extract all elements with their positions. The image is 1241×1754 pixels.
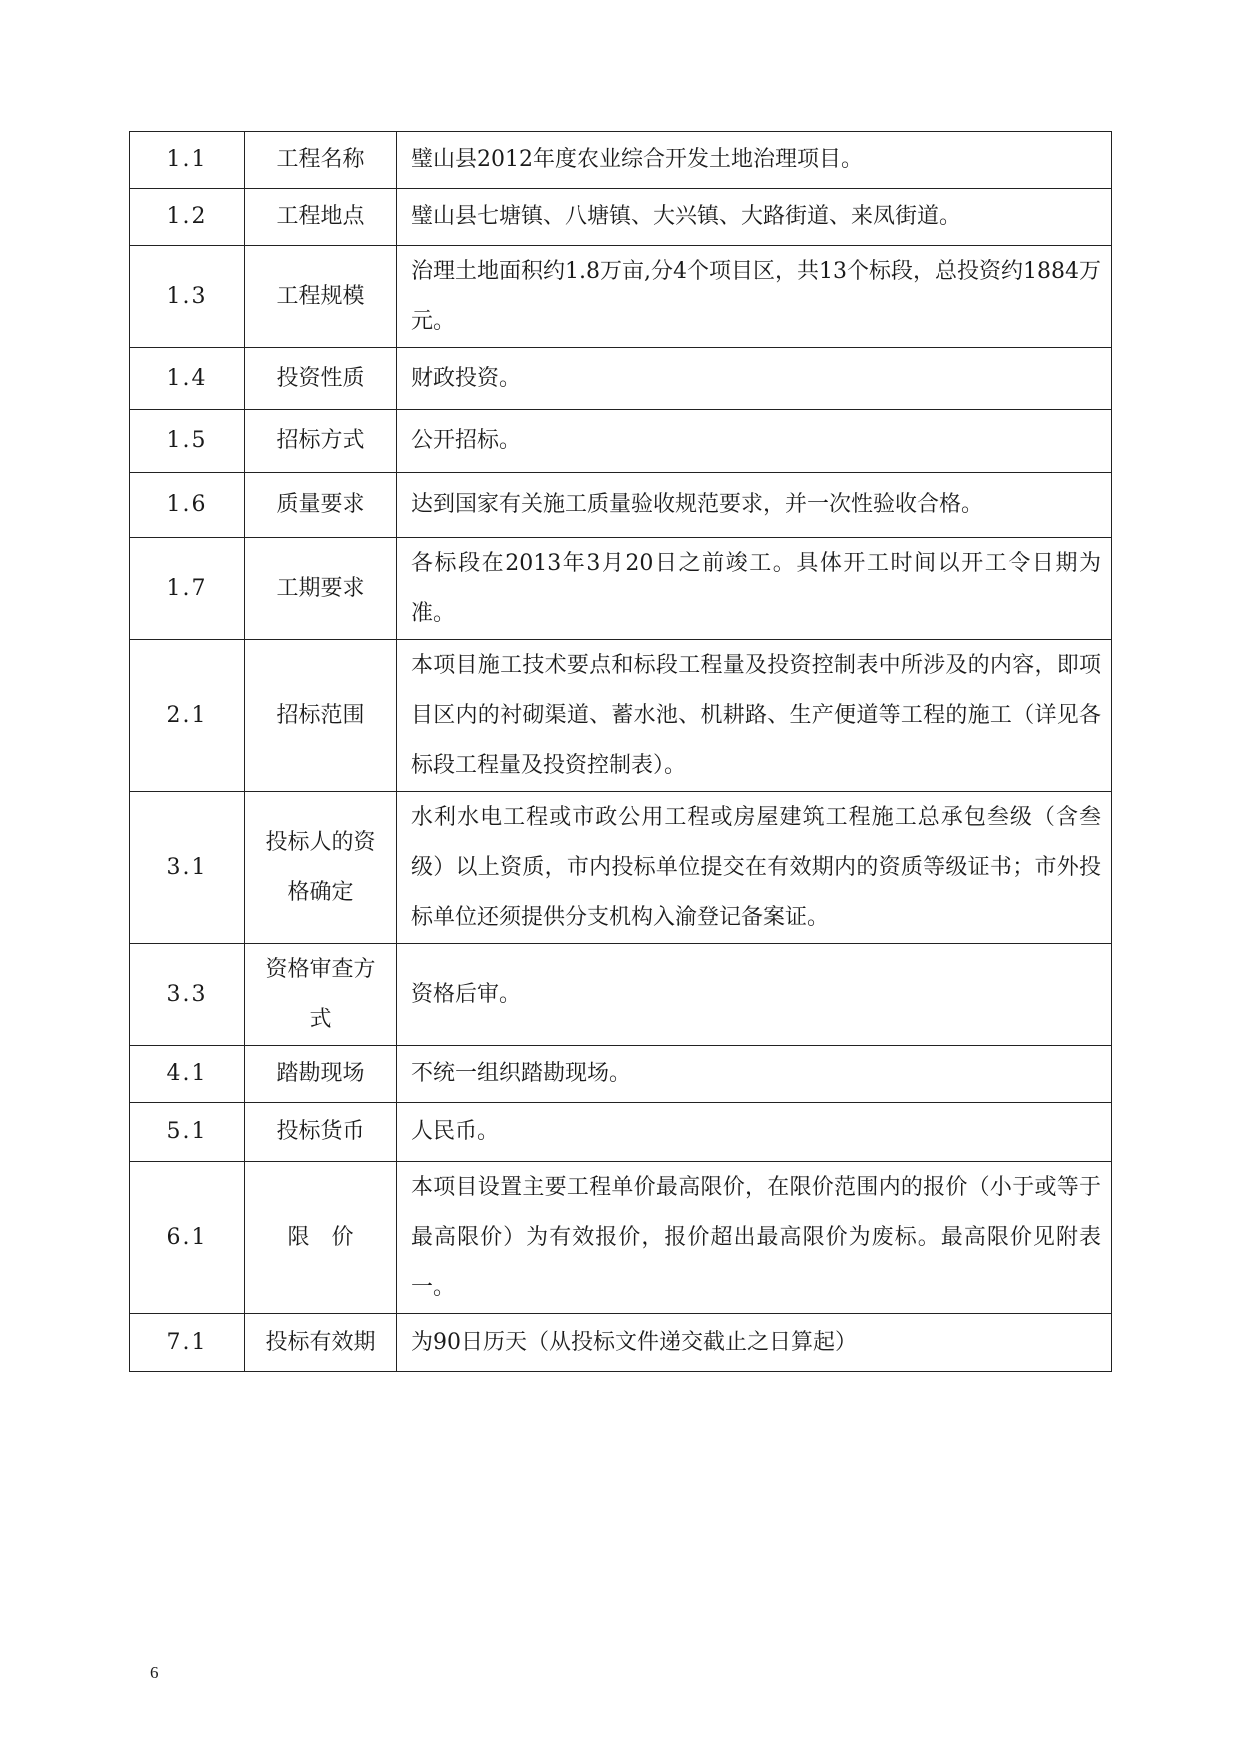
row-content: 本项目施工技术要点和标段工程量及投资控制表中所涉及的内容，即项目区内的衬砌渠道、蓄水池、机耕路、生产便道等工程的施工（详见各标段工程量及投资控制表）。 [397,640,1112,792]
table-row [130,246,1112,348]
row-label-text: 投标货币 [276,1119,365,1144]
row-label-text: 招标方式 [276,428,365,453]
row-content: 本项目设置主要工程单价最高限价，在限价范围内的报价（小于或等于最高限价）为有效报价，报价超出最高限价为废标。最高限价见附表一。 [397,1162,1112,1314]
row-label [245,246,397,348]
row-content: 财政投资。 [397,348,1112,410]
row-label [245,538,397,640]
table-row [130,1162,1112,1314]
page-number: 6 [150,1663,159,1682]
row-number: 1.3 [130,246,245,348]
row-label [245,189,397,246]
table-row [130,189,1112,246]
row-content: 公开招标。 [397,410,1112,473]
row-number: 6.1 [130,1162,245,1314]
row-label [245,640,397,792]
row-label-text: 投标有效期 [265,1329,376,1355]
table-row [130,1046,1112,1103]
row-number: 1.5 [130,410,245,473]
row-content: 各标段在2013年3月20日之前竣工。具体开工时间以开工令日期为准。 [397,538,1112,640]
row-label [245,1103,397,1162]
row-label-text: 投标人的资格确定 [265,829,376,905]
table-row [130,792,1112,944]
row-label-text: 工程名称 [276,147,365,172]
table-row [130,473,1112,538]
row-label [245,944,397,1046]
row-number: 2.1 [130,640,245,792]
row-number: 1.7 [130,538,245,640]
table-row [130,944,1112,1046]
row-number: 4.1 [130,1046,245,1103]
table-row [130,410,1112,473]
row-label-text: 工程规模 [276,283,365,309]
row-label-text: 工程地点 [276,204,365,229]
table-row [130,132,1112,189]
row-content: 水利水电工程或市政公用工程或房屋建筑工程施工总承包叁级（含叁级）以上资质，市内投标单位提交在有效期内的资质等级证书；市外投标单位还须提供分支机构入渝登记备案证。 [397,792,1112,944]
row-label [245,473,397,538]
row-content: 资格后审。 [397,944,1112,1046]
table-row [130,640,1112,792]
row-number: 1.1 [130,132,245,189]
row-label-text: 限 价 [287,1224,354,1250]
row-label-text: 投资性质 [276,365,365,391]
row-content: 不统一组织踏勘现场。 [397,1046,1112,1103]
row-content: 人民币。 [397,1103,1112,1162]
row-label-text: 质量要求 [276,492,365,517]
row-label-text: 工期要求 [276,575,365,601]
row-number: 1.2 [130,189,245,246]
row-label [245,1162,397,1314]
row-content: 璧山县2012年度农业综合开发土地治理项目。 [397,132,1112,189]
row-label-text: 资格审查方式 [265,956,376,1032]
row-content: 治理土地面积约1.8万亩,分4个项目区，共13个标段，总投资约1884万元。 [397,246,1112,348]
row-label [245,792,397,944]
bid-info-table [129,131,1112,1372]
row-label-text: 招标范围 [276,702,365,728]
table-row [130,1314,1112,1372]
table-body [130,132,1112,1372]
row-content: 为90日历天（从投标文件递交截止之日算起） [397,1314,1112,1372]
row-label [245,1046,397,1103]
row-number: 1.6 [130,473,245,538]
row-number: 7.1 [130,1314,245,1372]
row-label [245,348,397,410]
row-label-text: 踏勘现场 [276,1061,365,1086]
table-row [130,348,1112,410]
row-number: 3.3 [130,944,245,1046]
table-row [130,1103,1112,1162]
row-number: 5.1 [130,1103,245,1162]
row-label [245,410,397,473]
row-number: 1.4 [130,348,245,410]
row-content: 璧山县七塘镇、八塘镇、大兴镇、大路街道、来凤街道。 [397,189,1112,246]
row-label [245,1314,397,1372]
row-number: 3.1 [130,792,245,944]
row-content: 达到国家有关施工质量验收规范要求，并一次性验收合格。 [397,473,1112,538]
row-label [245,132,397,189]
table-row [130,538,1112,640]
